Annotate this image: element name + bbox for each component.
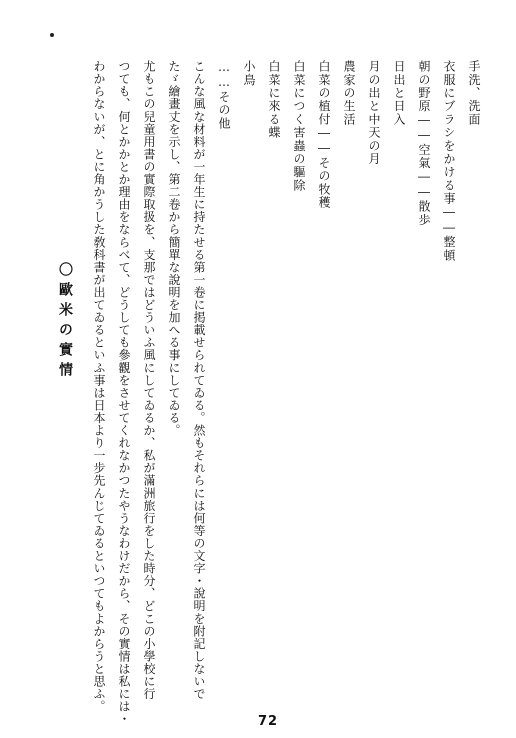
margin-dot <box>50 33 54 37</box>
list-item: 朝の野原――空氣――散歩 <box>417 60 431 227</box>
page-number: 72 <box>258 714 279 729</box>
body-line: つても、何とかかとか理由をならべて、どうしても參觀をさせてくれなかつたやうなわけだから、その實情は私には・ <box>117 60 131 726</box>
body-line: わからないが、とに角かうした敎科書が出てゐるといふ事は日本より一步先んじてゐるといつてもよからうと思ふ。 <box>92 60 106 713</box>
list-item: 衣服にブラシをかける事――整頓 <box>442 60 456 262</box>
list-item: 日出と日入 <box>392 60 406 126</box>
list-item: 手洗、洗面 <box>467 60 481 126</box>
list-item: 農家の生活 <box>342 60 356 126</box>
list-item: ……その他 <box>217 60 231 130</box>
list-item: 白菜の植付――その牧穫 <box>317 60 331 210</box>
body-line: 尤もこの兒童用書の實際取扱を、支那ではどういふ風にしてゐるか、私が滿洲旅行をした時分、どこの小學校に行 <box>142 60 156 701</box>
list-item: 小鳥 <box>242 60 256 87</box>
body-line: こんな風な材料が一年生に持たせる第一卷に掲載せられてゐる。然もそれらには何等の文字・說明を附記しないで <box>192 60 206 701</box>
list-item: 月の出と中天の月 <box>367 60 381 166</box>
body-line: たゞ繪畫丈を示し、第二卷から簡單な說明を加へる事にしてゐる。 <box>167 60 181 437</box>
list-item: 白菜に來る蝶 <box>267 60 281 140</box>
section-heading: 〇歐米の實情 <box>57 262 73 382</box>
list-item: 白菜につく害蟲の驅除 <box>292 60 306 192</box>
